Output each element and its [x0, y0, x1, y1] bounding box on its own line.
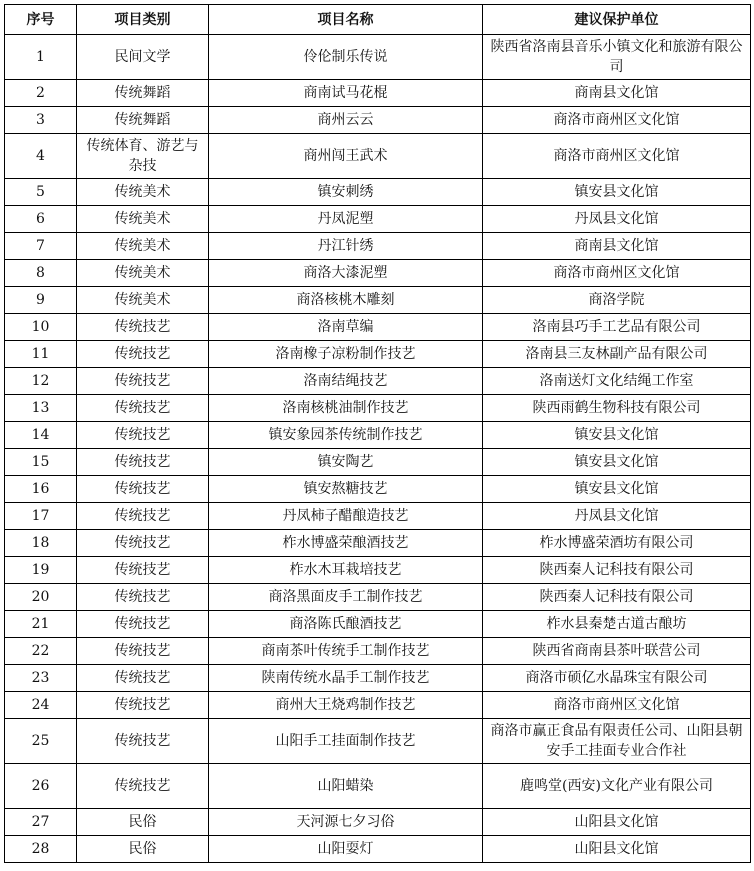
cell-no: 6	[5, 206, 77, 233]
cell-no: 4	[5, 134, 77, 179]
table-row	[5, 422, 751, 449]
cell-no: 22	[5, 638, 77, 665]
header-name: 项目名称	[209, 5, 483, 35]
cell-no: 23	[5, 665, 77, 692]
cell-unit: 商洛市商州区文化馆	[483, 692, 751, 719]
cell-name: 丹凤柿子醋酿造技艺	[209, 503, 483, 530]
cell-no: 11	[5, 341, 77, 368]
cell-category: 传统美术	[77, 260, 209, 287]
cell-name: 镇安熬糖技艺	[209, 476, 483, 503]
cell-unit: 商洛学院	[483, 287, 751, 314]
table-row	[5, 134, 751, 179]
header-no: 序号	[5, 5, 77, 35]
cell-name: 洛南结绳技艺	[209, 368, 483, 395]
cell-category: 传统美术	[77, 206, 209, 233]
table-row	[5, 395, 751, 422]
cell-unit: 商洛市商州区文化馆	[483, 260, 751, 287]
cell-unit: 陕西省洛南县音乐小镇文化和旅游有限公司	[483, 35, 751, 80]
table-row	[5, 692, 751, 719]
cell-no: 28	[5, 836, 77, 863]
cell-no: 20	[5, 584, 77, 611]
cell-name: 商州大王烧鸡制作技艺	[209, 692, 483, 719]
cell-name: 商州闯王武术	[209, 134, 483, 179]
cell-name: 洛南核桃油制作技艺	[209, 395, 483, 422]
cell-name: 丹江针绣	[209, 233, 483, 260]
cell-category: 传统技艺	[77, 584, 209, 611]
cell-category: 传统舞蹈	[77, 80, 209, 107]
table-row	[5, 836, 751, 863]
cell-no: 1	[5, 35, 77, 80]
cell-unit: 陕西雨鹤生物科技有限公司	[483, 395, 751, 422]
cell-unit: 丹凤县文化馆	[483, 503, 751, 530]
cell-name: 商南试马花棍	[209, 80, 483, 107]
table-row	[5, 368, 751, 395]
cell-category: 传统技艺	[77, 503, 209, 530]
table-row	[5, 80, 751, 107]
cell-no: 5	[5, 179, 77, 206]
cell-unit: 山阳县文化馆	[483, 836, 751, 863]
cell-unit: 商南县文化馆	[483, 80, 751, 107]
cell-category: 传统技艺	[77, 719, 209, 764]
cell-no: 17	[5, 503, 77, 530]
cell-category: 传统美术	[77, 179, 209, 206]
table-row	[5, 611, 751, 638]
cell-no: 19	[5, 557, 77, 584]
cell-unit: 镇安县文化馆	[483, 449, 751, 476]
cell-category: 民俗	[77, 836, 209, 863]
table-row	[5, 179, 751, 206]
cell-unit: 洛南送灯文化结绳工作室	[483, 368, 751, 395]
cell-unit: 商洛市商州区文化馆	[483, 134, 751, 179]
cell-category: 传统技艺	[77, 449, 209, 476]
cell-unit: 丹凤县文化馆	[483, 206, 751, 233]
cell-unit: 陕西秦人记科技有限公司	[483, 584, 751, 611]
table-row	[5, 764, 751, 809]
cell-no: 15	[5, 449, 77, 476]
cell-category: 传统舞蹈	[77, 107, 209, 134]
cell-name: 洛南橡子凉粉制作技艺	[209, 341, 483, 368]
cell-unit: 陕西秦人记科技有限公司	[483, 557, 751, 584]
cell-unit: 柞水县秦楚古道古酿坊	[483, 611, 751, 638]
cell-category: 民间文学	[77, 35, 209, 80]
cell-category: 传统技艺	[77, 341, 209, 368]
cell-name: 商南茶叶传统手工制作技艺	[209, 638, 483, 665]
table-row	[5, 233, 751, 260]
cell-unit: 洛南县三友林副产品有限公司	[483, 341, 751, 368]
cell-name: 商洛大漆泥塑	[209, 260, 483, 287]
cell-name: 镇安陶艺	[209, 449, 483, 476]
heritage-project-table	[4, 4, 751, 863]
cell-category: 传统技艺	[77, 314, 209, 341]
cell-unit: 镇安县文化馆	[483, 476, 751, 503]
cell-no: 25	[5, 719, 77, 764]
cell-category: 传统技艺	[77, 557, 209, 584]
cell-unit: 洛南县巧手工艺品有限公司	[483, 314, 751, 341]
cell-category: 传统技艺	[77, 692, 209, 719]
table-row	[5, 503, 751, 530]
cell-no: 3	[5, 107, 77, 134]
cell-no: 9	[5, 287, 77, 314]
cell-category: 传统美术	[77, 287, 209, 314]
cell-no: 7	[5, 233, 77, 260]
table-row	[5, 260, 751, 287]
cell-name: 商洛黑面皮手工制作技艺	[209, 584, 483, 611]
header-unit: 建议保护单位	[483, 5, 751, 35]
cell-unit: 鹿鸣堂(西安)文化产业有限公司	[483, 764, 751, 809]
cell-no: 2	[5, 80, 77, 107]
table-row	[5, 638, 751, 665]
table-row	[5, 314, 751, 341]
table-body	[5, 35, 751, 863]
cell-unit: 陕西省商南县茶叶联营公司	[483, 638, 751, 665]
cell-category: 传统美术	[77, 233, 209, 260]
cell-unit: 山阳县文化馆	[483, 809, 751, 836]
cell-category: 传统技艺	[77, 764, 209, 809]
cell-no: 12	[5, 368, 77, 395]
header-category: 项目类别	[77, 5, 209, 35]
cell-no: 16	[5, 476, 77, 503]
cell-category: 传统技艺	[77, 638, 209, 665]
cell-no: 18	[5, 530, 77, 557]
cell-unit: 镇安县文化馆	[483, 422, 751, 449]
cell-no: 24	[5, 692, 77, 719]
cell-unit: 商南县文化馆	[483, 233, 751, 260]
table-row	[5, 719, 751, 764]
table-row	[5, 476, 751, 503]
cell-no: 13	[5, 395, 77, 422]
cell-name: 伶伦制乐传说	[209, 35, 483, 80]
cell-name: 柞水木耳栽培技艺	[209, 557, 483, 584]
cell-category: 传统体育、游艺与杂技	[77, 134, 209, 179]
cell-name: 陕南传统水晶手工制作技艺	[209, 665, 483, 692]
table-row	[5, 665, 751, 692]
cell-name: 镇安刺绣	[209, 179, 483, 206]
cell-unit: 柞水博盛荣酒坊有限公司	[483, 530, 751, 557]
table-row	[5, 107, 751, 134]
cell-name: 柞水博盛荣酿酒技艺	[209, 530, 483, 557]
cell-no: 26	[5, 764, 77, 809]
table-row	[5, 557, 751, 584]
cell-name: 商洛核桃木雕刻	[209, 287, 483, 314]
cell-no: 10	[5, 314, 77, 341]
cell-no: 14	[5, 422, 77, 449]
table-header-row	[5, 5, 751, 35]
table-row	[5, 287, 751, 314]
table-row	[5, 35, 751, 80]
cell-category: 传统技艺	[77, 530, 209, 557]
table-row	[5, 809, 751, 836]
cell-no: 8	[5, 260, 77, 287]
cell-unit: 商洛市商州区文化馆	[483, 107, 751, 134]
table-row	[5, 206, 751, 233]
cell-unit: 镇安县文化馆	[483, 179, 751, 206]
table-row	[5, 341, 751, 368]
cell-no: 21	[5, 611, 77, 638]
cell-name: 镇安象园茶传统制作技艺	[209, 422, 483, 449]
table-row	[5, 530, 751, 557]
cell-name: 山阳耍灯	[209, 836, 483, 863]
cell-category: 传统技艺	[77, 611, 209, 638]
cell-name: 商洛陈氏酿酒技艺	[209, 611, 483, 638]
cell-category: 民俗	[77, 809, 209, 836]
cell-unit: 商洛市硕亿水晶珠宝有限公司	[483, 665, 751, 692]
cell-category: 传统技艺	[77, 476, 209, 503]
cell-name: 天河源七夕习俗	[209, 809, 483, 836]
table-row	[5, 584, 751, 611]
cell-name: 山阳蜡染	[209, 764, 483, 809]
cell-name: 商州云云	[209, 107, 483, 134]
cell-category: 传统技艺	[77, 395, 209, 422]
cell-category: 传统技艺	[77, 368, 209, 395]
cell-category: 传统技艺	[77, 665, 209, 692]
table-row	[5, 449, 751, 476]
cell-unit: 商洛市赢正食品有限责任公司、山阳县朝安手工挂面专业合作社	[483, 719, 751, 764]
cell-category: 传统技艺	[77, 422, 209, 449]
cell-name: 山阳手工挂面制作技艺	[209, 719, 483, 764]
cell-name: 洛南草编	[209, 314, 483, 341]
cell-name: 丹凤泥塑	[209, 206, 483, 233]
cell-no: 27	[5, 809, 77, 836]
